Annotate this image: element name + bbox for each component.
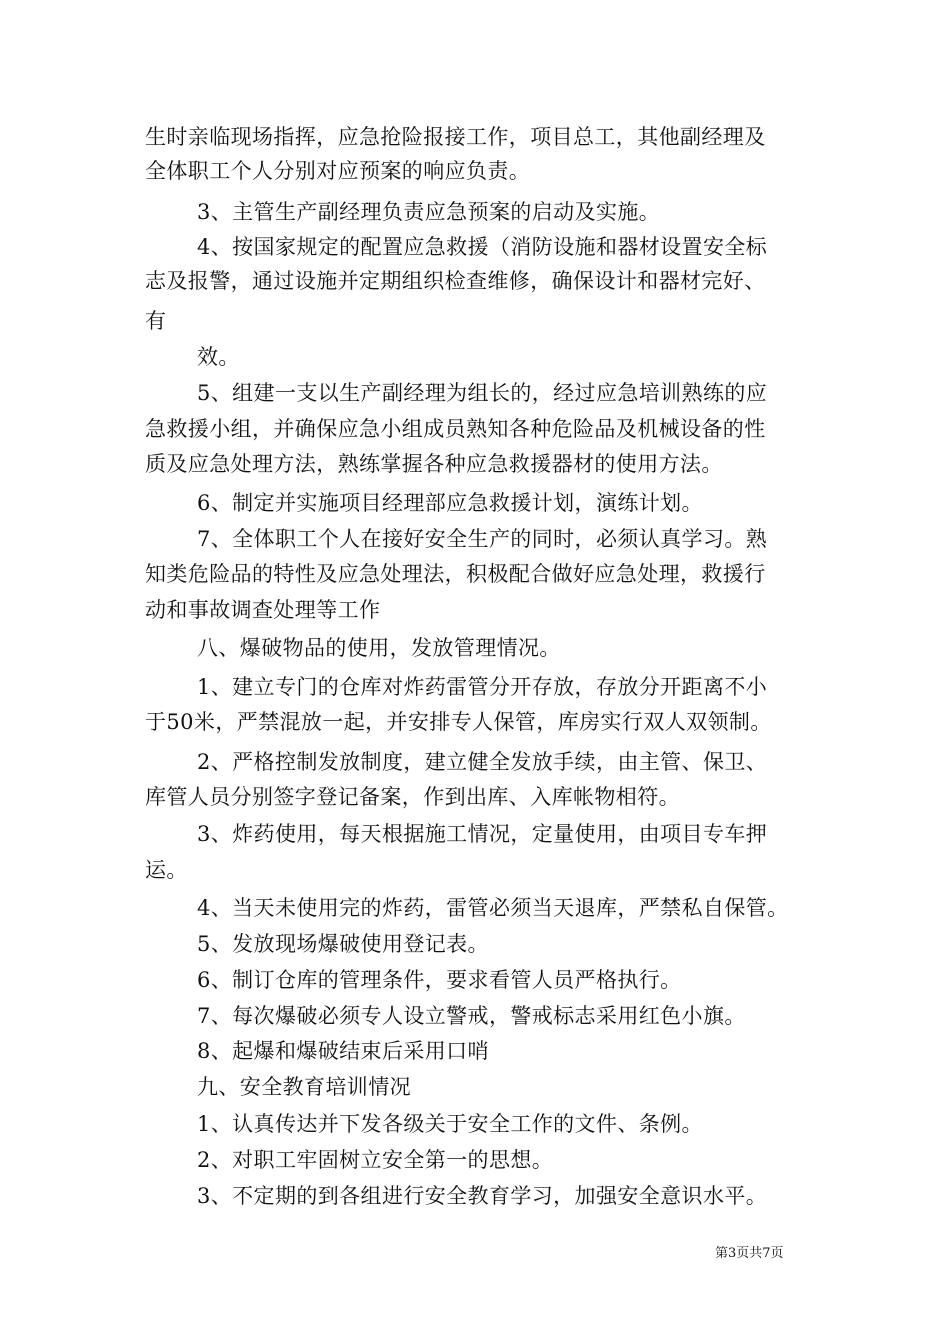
- text-line: 2、对职工牢固树立安全第一的思想。: [197, 1148, 554, 1172]
- text-line: 库管人员分别签字登记备案，作到出库、入库帐物相符。: [145, 785, 680, 809]
- text-line: 效。: [197, 345, 240, 369]
- text-line: 知类危险品的特性及应急处理法，积极配合做好应急处理，救援行: [145, 562, 766, 586]
- text-line: 7、每次爆破必须专人设立警戒，警戒标志采用红色小旗。: [197, 1004, 746, 1028]
- page-number: 第3页共7页: [715, 1246, 784, 1261]
- text-line: 有: [145, 309, 167, 333]
- text-line: 生时亲临现场指挥，应急抢险报接工作，项目总工，其他副经理及: [145, 125, 766, 149]
- text-line: 6、制订仓库的管理条件，要求看管人员严格执行。: [197, 968, 682, 992]
- text-line: 3、主管生产副经理负责应急预案的启动及实施。: [197, 200, 661, 224]
- text-line: 3、炸药使用，每天根据施工情况，定量使用，由项目专车押: [197, 822, 768, 846]
- text-line: 运。: [145, 858, 188, 882]
- text-line: 3、不定期的到各组进行安全教育学习，加强安全意识水平。: [197, 1184, 768, 1208]
- text-line: 5、组建一支以生产副经理为组长的，经过应急培训熟练的应: [197, 381, 768, 405]
- text-line: 急救援小组，并确保应急小组成员熟知各种危险品及机械设备的性: [145, 417, 766, 441]
- text-line: 5、发放现场爆破使用登记表。: [197, 932, 489, 956]
- text-line: 8、起爆和爆破结束后采用口哨: [197, 1039, 489, 1063]
- section-heading: 八、爆破物品的使用，发放管理情况。: [197, 636, 561, 660]
- text-line: 4、按国家规定的配置应急救援（消防设施和器材设置安全标: [197, 235, 768, 259]
- text-line: 6、制定并实施项目经理部应急救援计划，演练计划。: [197, 491, 703, 515]
- text-line: 质及应急处理方法，熟练掌握各种应急救援器材的使用方法。: [145, 452, 723, 476]
- text-line: 4、当天未使用完的炸药，雷管必须当天退库，严禁私自保管。: [197, 896, 789, 920]
- text-line: 1、建立专门的仓库对炸药雷管分开存放，存放分开距离不小: [197, 675, 768, 699]
- text-line: 动和事故调查处理等工作: [145, 598, 381, 622]
- text-line: 2、严格控制发放制度，建立健全发放手续，由主管、保卫、: [197, 750, 768, 774]
- text-line: 于50米，严禁混放一起，并安排专人保管，库房实行双人双领制。: [145, 710, 772, 734]
- text-line: 1、认真传达并下发各级关于安全工作的文件、条例。: [197, 1112, 703, 1136]
- text-line: 全体职工个人分别对应预案的响应负责。: [145, 159, 531, 183]
- text-line: 志及报警，通过设施并定期组织检查维修，确保设计和器材完好、: [145, 269, 766, 293]
- section-heading: 九、安全教育培训情况: [197, 1075, 411, 1099]
- text-line: 7、全体职工个人在接好安全生产的同时，必须认真学习。熟: [197, 527, 768, 551]
